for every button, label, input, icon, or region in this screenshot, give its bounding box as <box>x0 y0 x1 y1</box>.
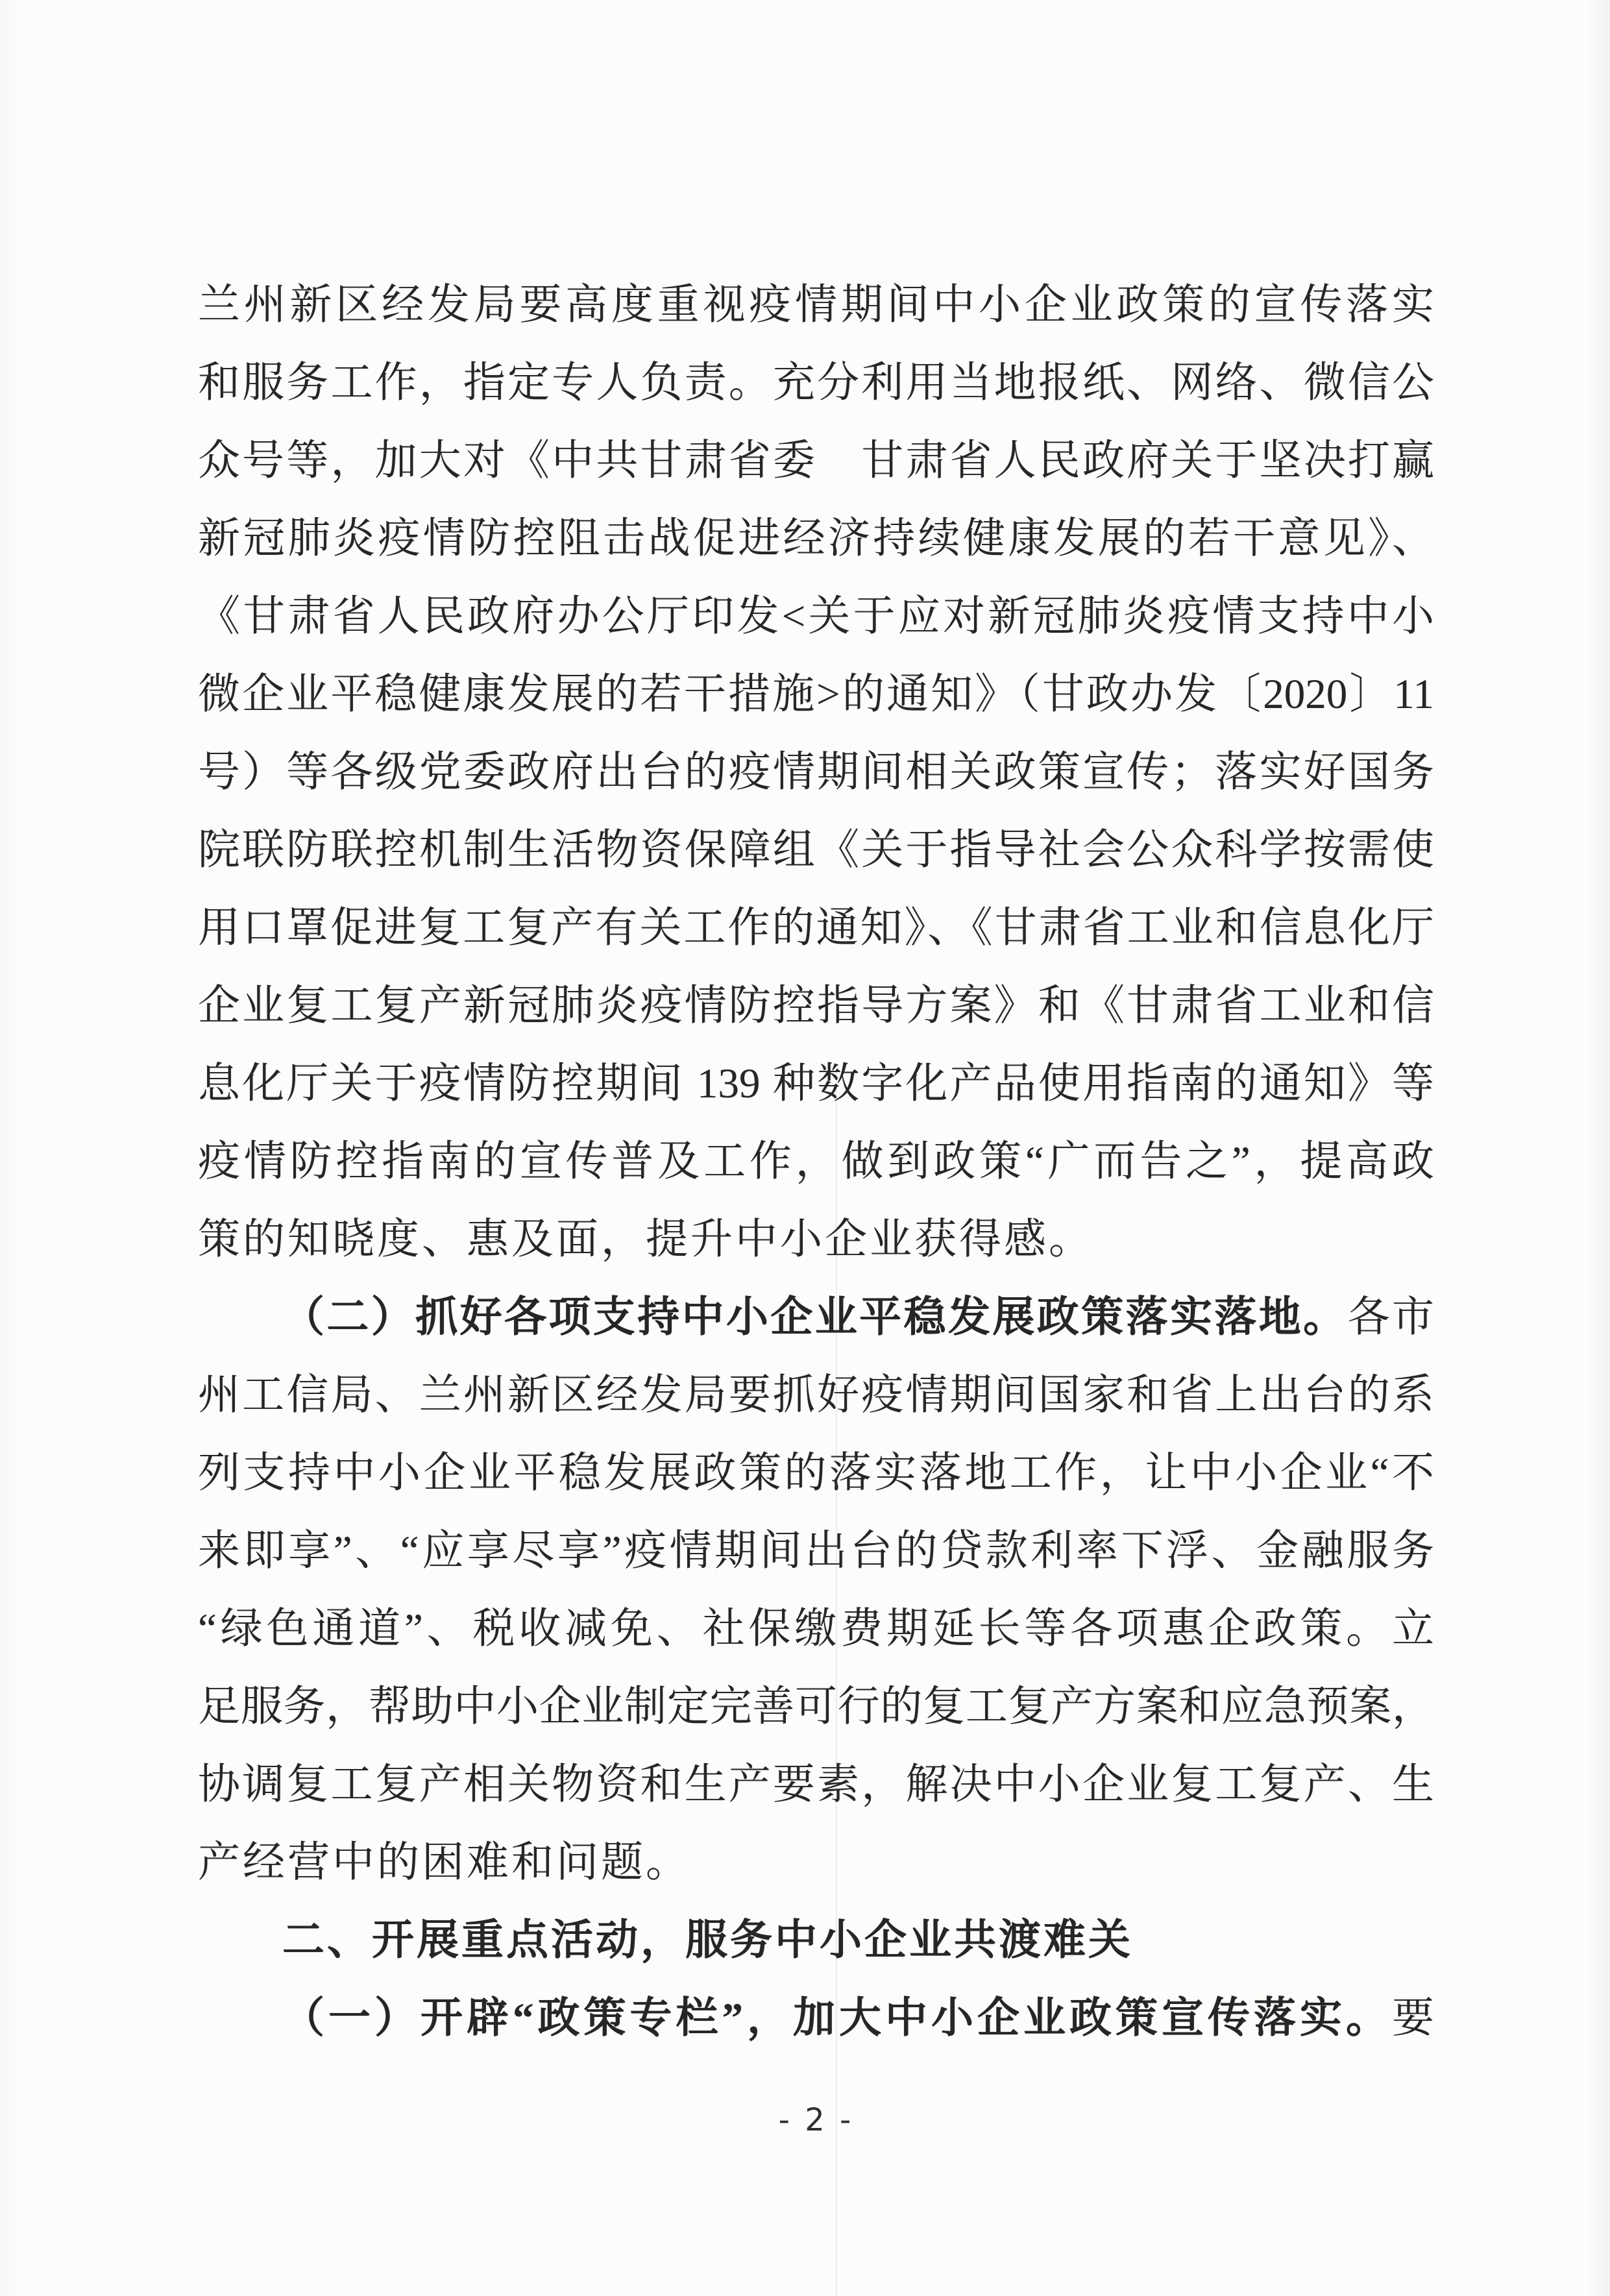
text-line <box>198 967 1434 1045</box>
text-line <box>198 1356 1434 1434</box>
text-segment: 州工信局、兰州新区经发局要抓好疫情期间国家和省上出台的系 <box>198 1372 1434 1419</box>
text-line <box>198 1746 1434 1824</box>
text-line <box>198 578 1434 655</box>
text-segment: 息化厅关于疫情防控期间 139 种数字化产品使用指南的通知》等 <box>198 1060 1434 1107</box>
text-line <box>198 1201 1434 1278</box>
text-segment: “绿色通道”、税收减免、社保缴费期延长等各项惠企政策。立 <box>198 1606 1434 1652</box>
text-segment: 疫情防控指南的宣传普及工作，做到政策“广而告之”，提高政 <box>198 1138 1434 1185</box>
text-line <box>198 1668 1434 1746</box>
text-segment: 院联防联控机制生活物资保障组《关于指导社会公众科学按需使 <box>198 827 1434 873</box>
text-line <box>198 422 1434 500</box>
text-segment: 企业复工复产新冠肺炎疫情防控指导方案》和《甘肃省工业和信 <box>198 983 1434 1029</box>
text-line <box>198 655 1434 733</box>
text-line <box>198 811 1434 889</box>
text-segment: 和服务工作，指定专人负责。充分利用当地报纸、网络、微信公 <box>198 360 1434 406</box>
bold-text-segment: 二、开展重点活动，服务中小企业共渡难关 <box>282 1917 1134 1964</box>
text-line <box>198 1045 1434 1123</box>
text-segment: 协调复工复产相关物资和生产要素，解决中小企业复工复产、生 <box>198 1761 1434 1808</box>
text-line <box>198 344 1434 422</box>
text-segment: 号）等各级党委政府出台的疫情期间相关政策宣传；落实好国务 <box>198 749 1434 796</box>
text-segment: 来即享”、“应享尽享”疫情期间出台的贷款利率下浮、金融服务 <box>198 1528 1434 1574</box>
text-segment: 产经营中的困难和问题。 <box>198 1839 691 1886</box>
bold-text-segment: （二）抓好各项支持中小企业平稳发展政策落实落地。 <box>282 1294 1348 1341</box>
text-segment: 新冠肺炎疫情防控阻击战促进经济持续健康发展的若干意见》、 <box>198 515 1434 562</box>
text-segment: 微企业平稳健康发展的若干措施>的通知》（甘政办发〔2020〕11 <box>198 671 1434 718</box>
text-line <box>198 1824 1434 1901</box>
text-line <box>198 1979 1434 2057</box>
text-line <box>198 1590 1434 1668</box>
text-line <box>198 1434 1434 1512</box>
bold-text-segment: （一）开辟“政策专栏”，加大中小企业政策宣传落实。 <box>282 1995 1392 2042</box>
text-segment: 各市 <box>1347 1294 1434 1341</box>
text-line <box>198 1278 1434 1356</box>
text-segment: 《甘肃省人民政府办公厅印发<关于应对新冠肺炎疫情支持中小 <box>198 593 1434 640</box>
text-segment: 兰州新区经发局要高度重视疫情期间中小企业政策的宣传落实 <box>198 282 1434 328</box>
text-line <box>198 1901 1434 1979</box>
text-segment: 策的知晓度、惠及面，提升中小企业获得感。 <box>198 1216 1094 1263</box>
text-line <box>198 889 1434 967</box>
document-text-block <box>198 266 1434 2057</box>
text-segment: 列支持中小企业平稳发展政策的落实落地工作，让中小企业“不 <box>198 1450 1434 1496</box>
text-line <box>198 1512 1434 1590</box>
text-line <box>198 500 1434 578</box>
page-number: - 2 - <box>778 2102 854 2138</box>
text-segment: 要 <box>1391 1995 1434 2042</box>
text-line <box>198 266 1434 344</box>
text-line <box>198 733 1434 811</box>
text-segment: 用口罩促进复工复产有关工作的通知》、《甘肃省工业和信息化厅 <box>198 905 1434 951</box>
text-line <box>198 1123 1434 1201</box>
text-segment: 众号等，加大对《中共甘肃省委 甘肃省人民政府关于坚决打赢 <box>198 437 1434 484</box>
text-segment: 足服务，帮助中小企业制定完善可行的复工复产方案和应急预案， <box>198 1683 1434 1730</box>
